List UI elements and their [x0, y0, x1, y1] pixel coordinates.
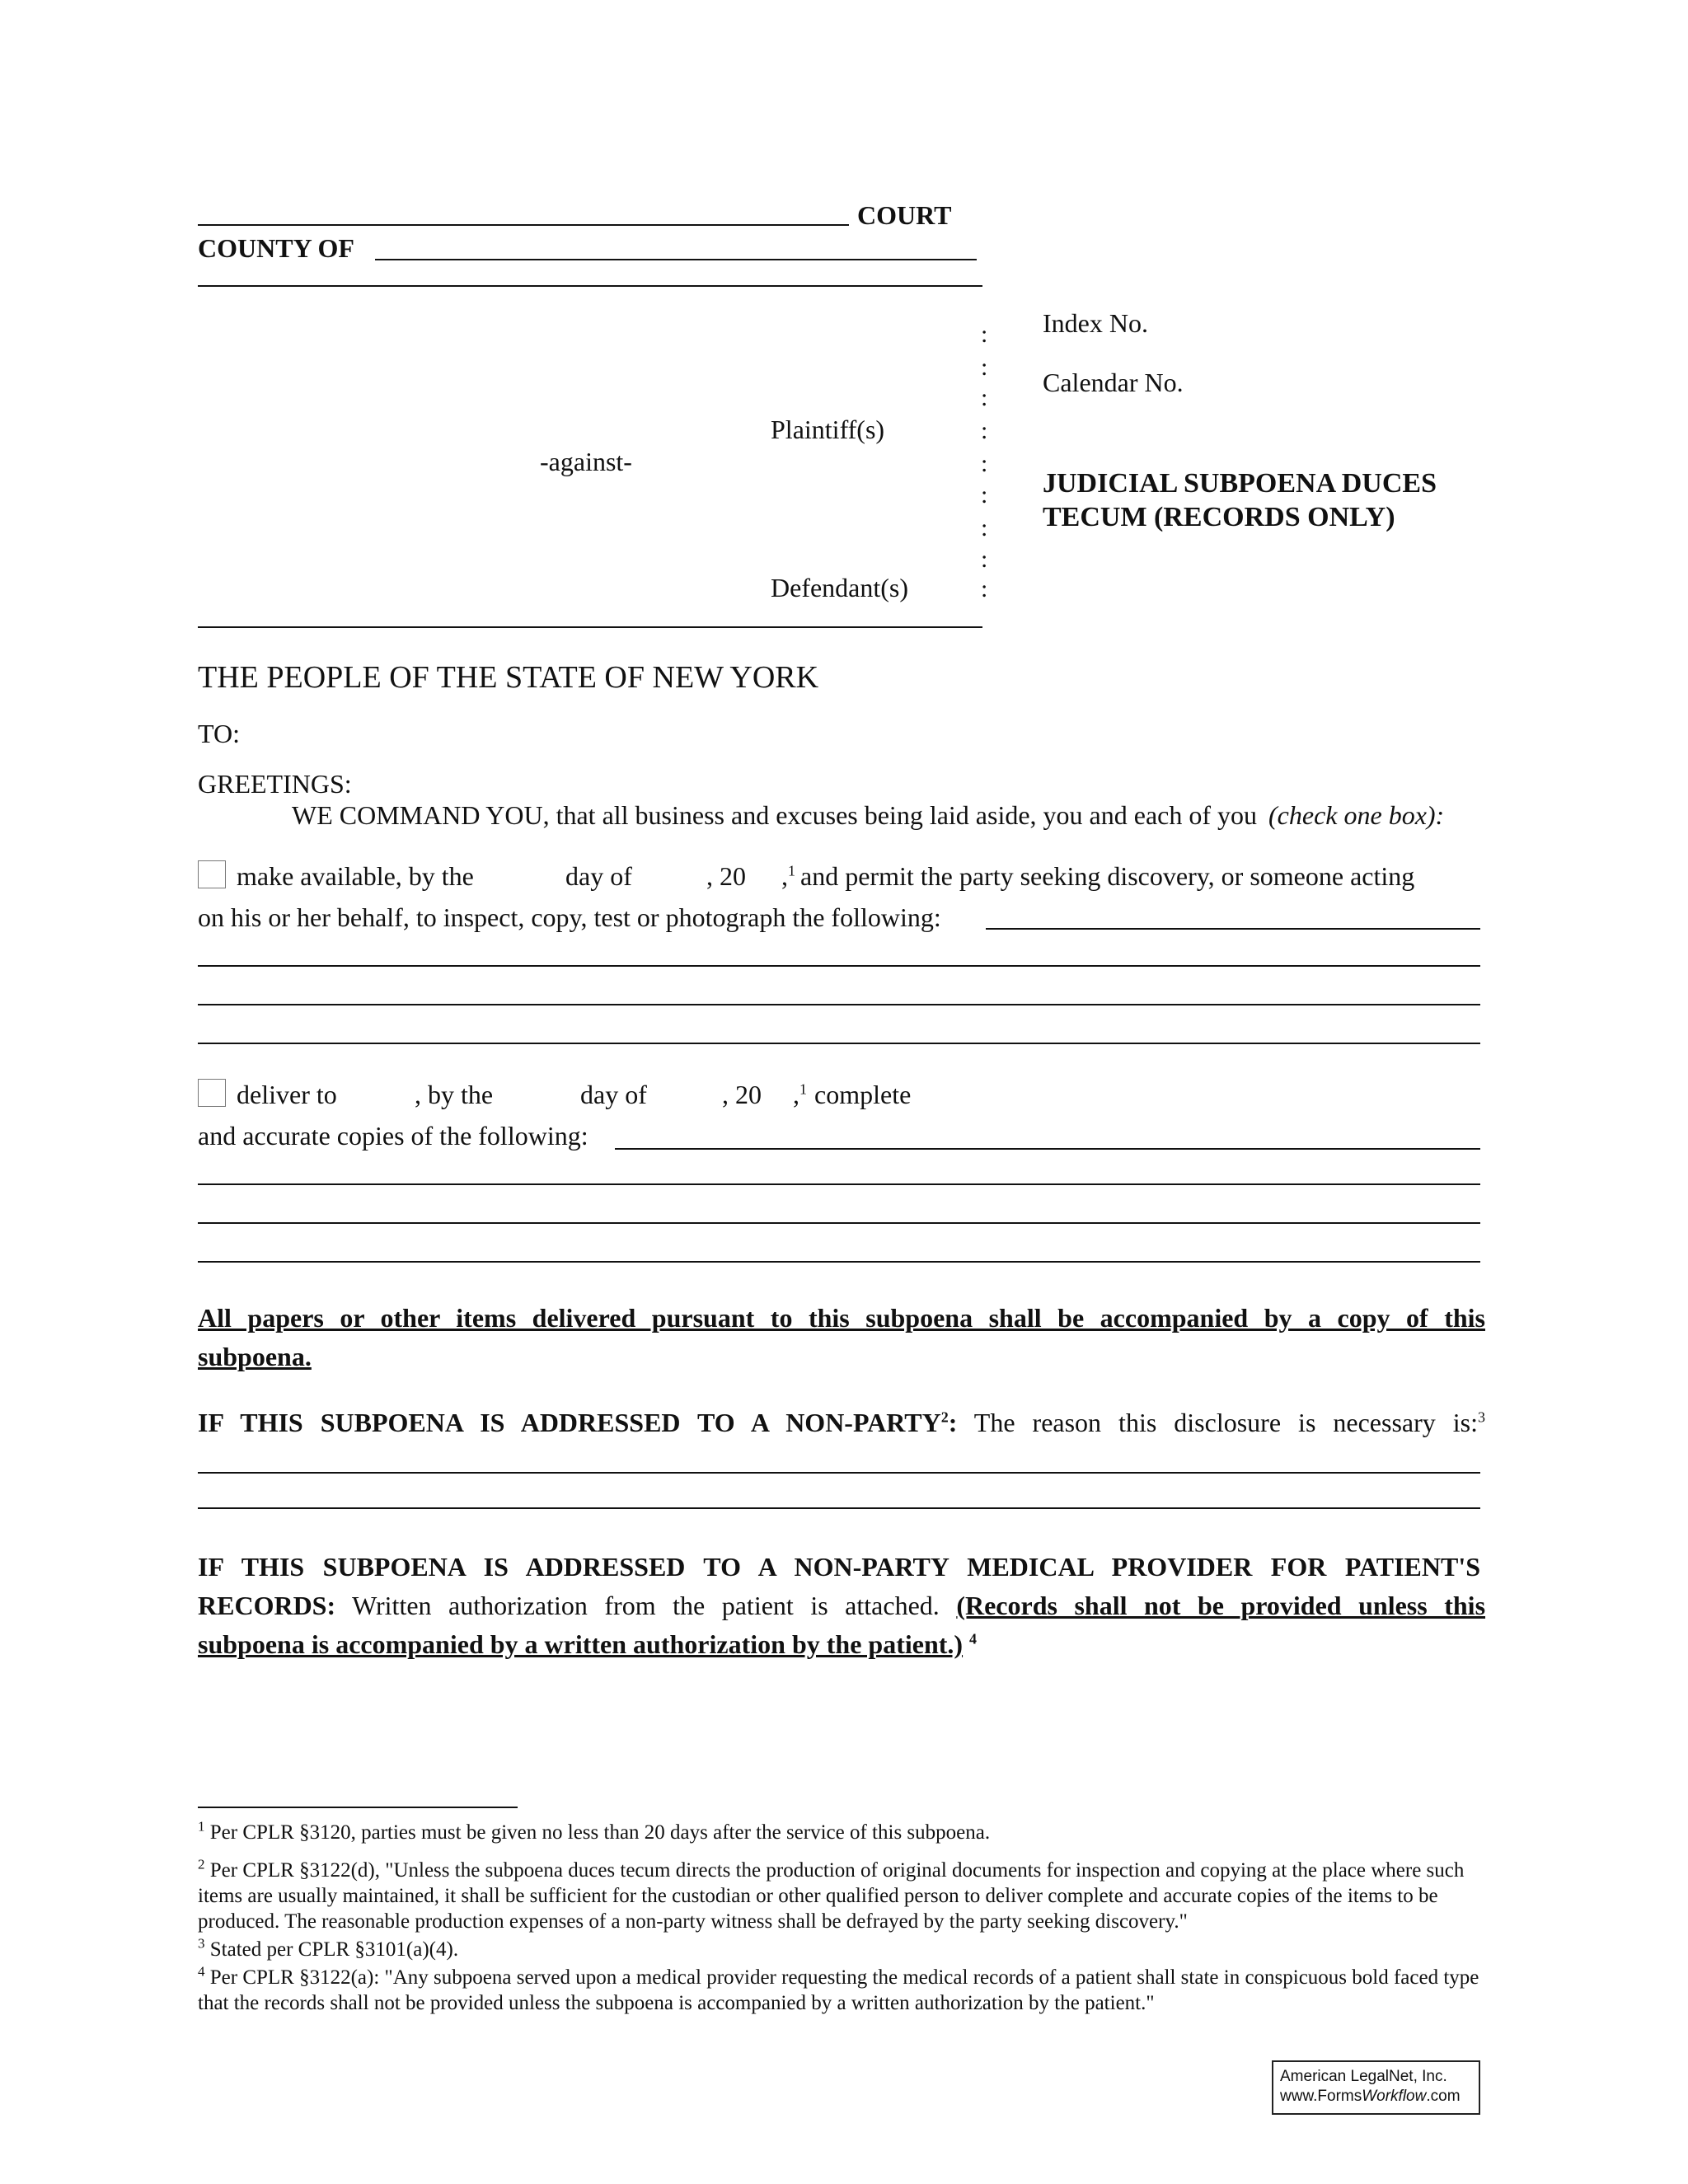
against-label: -against- — [540, 447, 632, 476]
index-no-label: Index No. — [1043, 308, 1148, 338]
non-party-reason: The reason this disclosure is necessary is: — [973, 1408, 1479, 1437]
accompany-notice-line1: All papers or other items delivered pursuant to this subpoena shall be accompanied by a copy of this — [198, 1303, 1485, 1333]
footnote-2 — [198, 1858, 1484, 1934]
footnote-4-number: 4 — [198, 1963, 205, 1980]
reason-line[interactable] — [198, 1507, 1480, 1509]
form-title-line2: TECUM (RECORDS ONLY) — [1043, 502, 1395, 532]
medical-notice-line2 — [198, 1590, 1485, 1621]
caption-colon: : — [981, 546, 988, 573]
non-party-colon: : — [948, 1408, 958, 1437]
option2-complete: complete — [814, 1080, 912, 1109]
option2-comma-text: , — [793, 1080, 799, 1109]
footnote-separator — [198, 1807, 518, 1808]
option1-items-line[interactable] — [198, 1004, 1480, 1005]
option2-comma — [793, 1079, 807, 1110]
form-title — [1043, 466, 1437, 534]
caption-colon: : — [981, 575, 988, 602]
option1-comma — [781, 860, 795, 892]
command-text — [292, 799, 1444, 831]
option1-comma-text: , — [781, 861, 788, 891]
option1-items-line[interactable] — [986, 928, 1480, 930]
command-sentence: WE COMMAND YOU, that all business and excuses being laid aside, you and each of you — [292, 800, 1258, 830]
to-label: TO: — [198, 719, 240, 748]
publisher-url-part: Workflow — [1362, 2088, 1427, 2105]
medical-notice-line1: IF THIS SUBPOENA IS ADDRESSED TO A NON-PARTY MEDICAL PROVIDER FOR PATIENT'S — [198, 1552, 1480, 1582]
greetings-label: GREETINGS: — [198, 769, 352, 799]
caption-colon: : — [981, 384, 988, 411]
publisher-url-part: .com — [1426, 2088, 1461, 2105]
footnote-3 — [198, 1937, 1484, 1962]
option2-items-line[interactable] — [198, 1183, 1480, 1185]
non-party-heading: IF THIS SUBPOENA IS ADDRESSED TO A NON-PARTY — [198, 1408, 941, 1437]
footnote-2-number: 2 — [198, 1856, 205, 1872]
publisher-url[interactable] — [1280, 2087, 1479, 2107]
reason-line[interactable] — [198, 1472, 1480, 1474]
option1-line2: on his or her behalf, to inspect, copy, test or photograph the following: — [198, 902, 941, 932]
footnote-4-text: Per CPLR §3122(a): "Any subpoena served upon a medical provider requesting the medical records of a patient shall state in conspicuous bold faced type that the records shall not be provided unless the subpoena is accompanied by a written authorization by the patient." — [198, 1966, 1479, 2014]
footnote-ref-1: 1 — [799, 1080, 807, 1098]
medical-bold-warning-line1: (Records shall not be provided unless this — [956, 1591, 1486, 1620]
option1-year: , 20 — [706, 861, 746, 891]
option1-items-line[interactable] — [198, 1043, 1480, 1044]
footnote-4 — [198, 1965, 1484, 2016]
caption-colon: : — [981, 450, 988, 477]
footnote-ref-2: 2 — [940, 1408, 949, 1426]
caption-colon: : — [981, 481, 988, 509]
make-available-checkbox[interactable] — [198, 860, 226, 888]
option1-rest: and permit the party seeking discovery, or someone acting — [800, 861, 1415, 891]
publisher-url-part: www.Forms — [1280, 2088, 1362, 2105]
footnote-ref-3: 3 — [1478, 1408, 1486, 1426]
court-label: COURT — [857, 200, 952, 230]
defendant-label: Defendant(s) — [771, 573, 909, 602]
medical-notice-line3 — [198, 1629, 977, 1660]
footnote-1-text: Per CPLR §3120, parties must be given no less than 20 days after the service of this subpoena. — [209, 1821, 991, 1844]
option2-day-of: day of — [580, 1080, 647, 1109]
option2-items-line[interactable] — [198, 1261, 1480, 1263]
footnote-3-number: 3 — [198, 1935, 205, 1952]
check-one-note: (check one box): — [1268, 800, 1445, 830]
option2-by-the: , by the — [415, 1080, 494, 1109]
footnote-3-text: Stated per CPLR §3101(a)(4). — [209, 1938, 459, 1961]
caption-colon: : — [981, 354, 988, 381]
plaintiff-label: Plaintiff(s) — [771, 415, 885, 444]
option2-items-line[interactable] — [615, 1148, 1480, 1150]
medical-records-label: RECORDS: — [198, 1591, 336, 1620]
medical-bold-warning-line2: subpoena is accompanied by a written authorization by the patient.) — [198, 1629, 964, 1659]
caption-colon: : — [981, 321, 988, 348]
option2-year: , 20 — [722, 1080, 762, 1109]
option1-day-of: day of — [565, 861, 632, 891]
deliver-to-label: deliver to — [237, 1080, 337, 1109]
option2-items-line[interactable] — [198, 1222, 1480, 1224]
caption-colon: : — [981, 417, 988, 444]
calendar-no-label: Calendar No. — [1043, 368, 1184, 397]
make-available-label: make available, by the — [237, 861, 474, 891]
footnote-2-text: Per CPLR §3122(d), "Unless the subpoena duces tecum directs the production of original documents for inspection and copying at the place where such items are usually maintained, it shall be sufficient for the custodian or other qualified person to deliver complete and accurate copies of the items to be produced. The reasonable production expenses of a non-party witness shall be defrayed by the party seeking discovery." — [198, 1859, 1465, 1933]
medical-written-authorization: Written authorization from the patient is attached. — [352, 1591, 940, 1620]
caption-top-rule — [198, 285, 982, 287]
county-name-line[interactable] — [375, 259, 977, 260]
publisher-name: American LegalNet, Inc. — [1280, 2068, 1447, 2085]
footnote-1 — [198, 1820, 1484, 1845]
form-title-line1: JUDICIAL SUBPOENA DUCES — [1043, 468, 1437, 499]
county-label: COUNTY OF — [198, 233, 354, 263]
footnote-1-number: 1 — [198, 1818, 205, 1835]
deliver-to-checkbox[interactable] — [198, 1079, 226, 1107]
accompany-notice-line2: subpoena. — [198, 1342, 312, 1371]
footnote-ref-4: 4 — [969, 1630, 978, 1647]
caption-colon: : — [981, 514, 988, 541]
non-party-notice — [198, 1407, 1485, 1438]
publisher-box — [1272, 2060, 1480, 2115]
option1-items-line[interactable] — [198, 965, 1480, 967]
people-heading: THE PEOPLE OF THE STATE OF NEW YORK — [198, 660, 819, 695]
court-name-line[interactable] — [198, 224, 849, 226]
caption-bottom-rule — [198, 626, 982, 628]
option2-line2: and accurate copies of the following: — [198, 1121, 588, 1151]
footnote-ref-1: 1 — [788, 862, 795, 879]
